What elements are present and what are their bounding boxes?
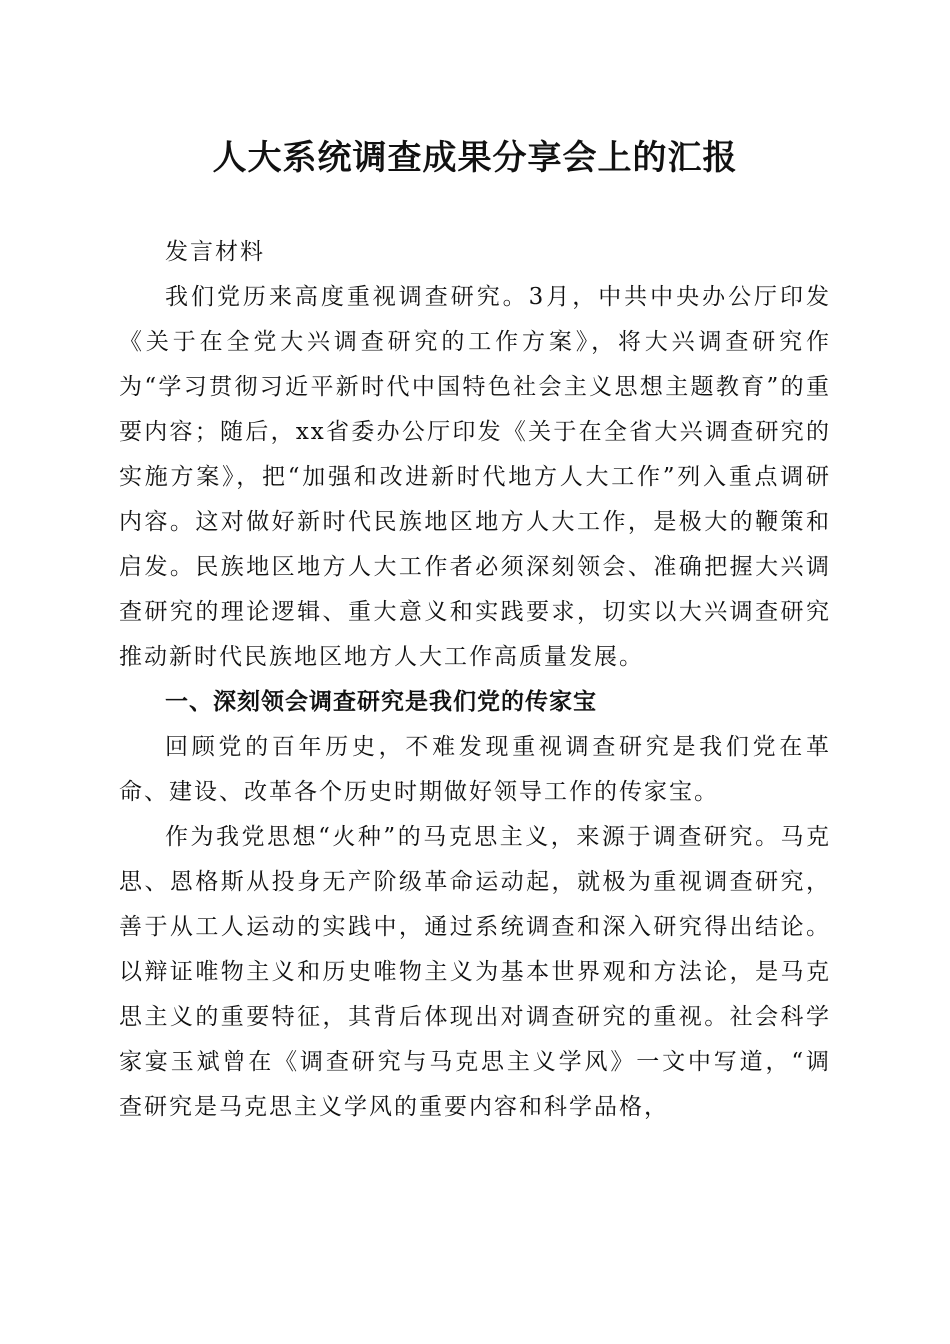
document-body: [119, 230, 831, 1130]
paragraph-1: 我们党历来高度重视调查研究。3月，中共中央办公厅印发《关于在全党大兴调查研究的工作方案》，将大兴调查研究作为“学习贯彻习近平新时代中国特色社会主义思想主题教育”的重要内容；随后，xx省委办公厅印发《关于在全省大兴调查研究的实施方案》，把“加强和改进新时代地方人大工作”列入重点调研内容。这对做好新时代民族地区地方人大工作，是极大的鞭策和启发。民族地区地方人大工作者必须深刻领会、准确把握大兴调查研究的理论逻辑、重大意义和实践要求，切实以大兴调查研究推动新时代民族地区地方人大工作高质量发展。: [119, 284, 831, 670]
document-label: 发言材料: [165, 239, 265, 265]
document-title: 人大系统调查成果分享会上的汇报: [212, 138, 738, 178]
paragraph-3: 作为我党思想“火种”的马克思主义，来源于调查研究。马克思、恩格斯从投身无产阶级革命运动起，就极为重视调查研究，善于从工人运动的实践中，通过系统调查和深入研究得出结论。以辩证唯物主义和历史唯物主义为基本世界观和方法论，是马克思主义的重要特征，其背后体现出对调查研究的重视。社会科学家宴玉斌曾在《调查研究与马克思主义学风》一文中写道，“调查研究是马克思主义学风的重要内容和科学品格，: [119, 824, 831, 1120]
paragraph-2: 回顾党的百年历史，不难发现重视调查研究是我们党在革命、建设、改革各个历史时期做好领导工作的传家宝。: [119, 734, 831, 805]
section-heading-1: 一、深刻领会调查研究是我们党的传家宝: [165, 689, 597, 715]
